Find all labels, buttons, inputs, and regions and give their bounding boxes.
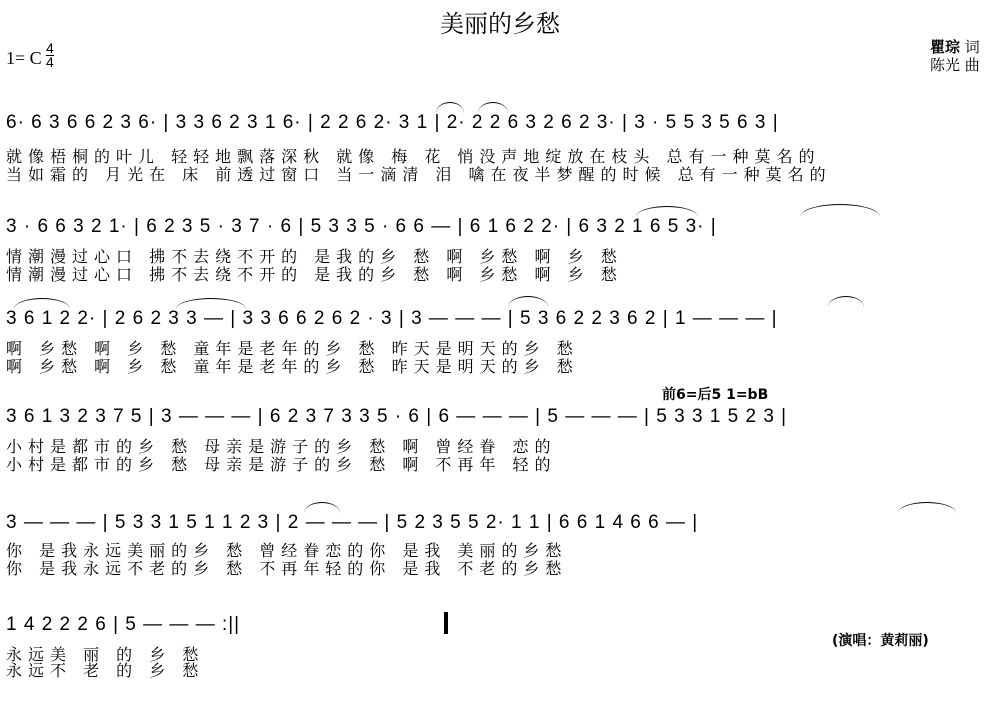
singer-credit: (演唱：黄莉丽) bbox=[832, 633, 929, 649]
score-system-3 bbox=[6, 308, 991, 408]
score-system-1 bbox=[6, 112, 991, 212]
composer-role: 曲 bbox=[964, 56, 980, 74]
song-title: 美丽的乡愁 bbox=[440, 10, 560, 38]
lyrics-verse-1: 永远美 丽 的 乡 愁 bbox=[6, 645, 205, 664]
notation-line: 6· 6 3 6 6 2 3 6· | 3 3 6 2 3 1 6· | 2 2 6 2· 3 1 | 2· 2 2 6 3 2 6 2 3· | 3 · 5 5 3 5 6 3 | bbox=[6, 112, 779, 133]
notation-line: 1 4 2 2 2 6 | 5 — — — :|| bbox=[6, 614, 241, 635]
notation-line: 3 6 1 2 2· | 2 6 2 3 3 — | 3 3 6 6 2 6 2 · 3 | 3 — — — | 5 3 6 2 2 3 6 2 | 1 — — — | bbox=[6, 308, 778, 329]
score-system-6 bbox=[6, 614, 991, 714]
composer-name: 陈光 bbox=[930, 56, 961, 74]
lyrics-verse-2: 你 是我永远不老的乡 愁 不再年轻的你 是我 不老的乡愁 bbox=[6, 559, 568, 578]
composer-credit bbox=[930, 54, 980, 75]
lyrics-verse-1: 你 是我永远美丽的乡 愁 曾经眷恋的你 是我 美丽的乡愁 bbox=[6, 541, 568, 560]
lyricist-name: 瞿琮 bbox=[930, 38, 961, 56]
final-barline bbox=[444, 612, 448, 634]
time-signature-bottom: 4 bbox=[46, 54, 54, 70]
time-signature bbox=[46, 42, 54, 69]
notation-line: 3 · 6 6 3 2 1· | 6 2 3 5 · 3 7 · 6 | 5 3 3 5 · 6 6 — | 6 1 6 2 2· | 6 3 2 1 6 5 3· | bbox=[6, 216, 717, 237]
lyrics-verse-2: 永远不 老 的 乡 愁 bbox=[6, 661, 205, 680]
lyrics-verse-1: 小村是都市的乡 愁 母亲是游子的乡 愁 啊 曾经眷 恋的 bbox=[6, 437, 557, 456]
score-system-4 bbox=[6, 406, 991, 506]
slur-mark bbox=[478, 102, 508, 113]
lyrics-verse-2: 小村是都市的乡 愁 母亲是游子的乡 愁 啊 不再年 轻的 bbox=[6, 455, 557, 474]
lyrics-verse-2: 啊 乡愁 啊 乡 愁 童年是老年的乡 愁 昨天是明天的乡 愁 bbox=[6, 357, 579, 376]
notation-line: 3 — — — | 5 3 3 1 5 1 1 2 3 | 2 — — — | 5 2 3 5 5 2· 1 1 | 6 6 1 4 6 6 — | bbox=[6, 512, 699, 533]
lyrics-verse-1: 啊 乡愁 啊 乡 愁 童年是老年的乡 愁 昨天是明天的乡 愁 bbox=[6, 339, 579, 358]
time-signature-top: 4 bbox=[46, 40, 54, 56]
score-system-5 bbox=[6, 512, 991, 612]
slur-mark bbox=[436, 102, 464, 113]
lyrics-verse-1: 就像梧桐的叶儿 轻轻地飘落深秋 就像 梅 花 悄没声地绽放在枝头 总有一种莫名的 bbox=[6, 147, 821, 166]
lyrics-verse-2: 当如霜的 月光在 床 前透过窗口 当一滴清 泪 噙在夜半梦醒的时候 总有一种莫名的 bbox=[6, 165, 832, 184]
lyrics-verse-1: 情潮漫过心口 拂不去绕不开的 是我的乡 愁 啊 乡愁 啊 乡 愁 bbox=[6, 247, 623, 266]
key-signature: 1= C bbox=[6, 48, 42, 68]
lyrics-verse-2: 情潮漫过心口 拂不去绕不开的 是我的乡 愁 啊 乡愁 啊 乡 愁 bbox=[6, 265, 623, 284]
modulation-note: 前6=后5 1=bB bbox=[662, 387, 769, 403]
lyricist-role: 词 bbox=[964, 38, 980, 56]
notation-line: 3 6 1 3 2 3 7 5 | 3 — — — | 6 2 3 7 3 3 5 · 6 | 6 — — — | 5 — — — | 5 3 3 1 5 2 3 | bbox=[6, 406, 788, 427]
